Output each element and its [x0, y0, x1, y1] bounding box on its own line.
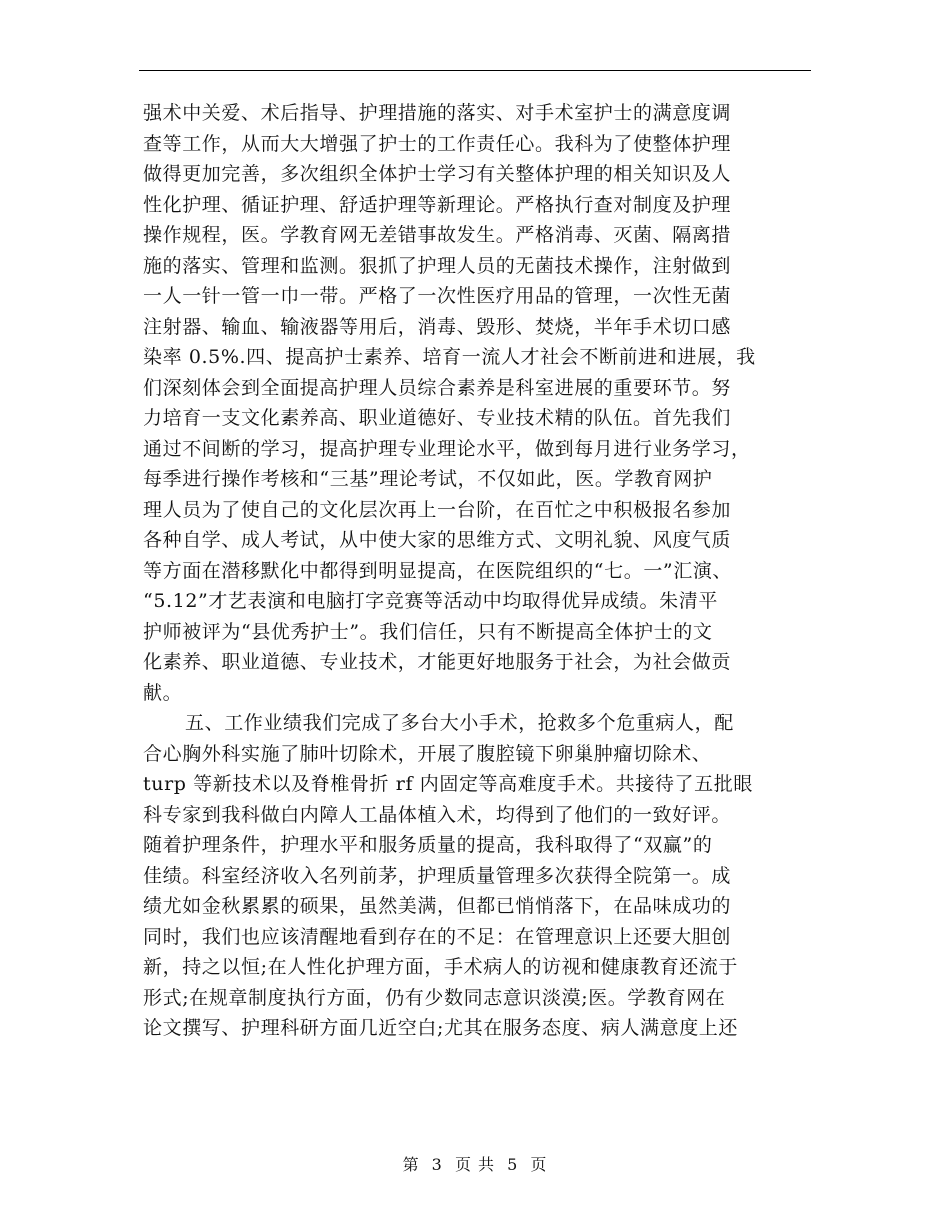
text-line: 形式;在规章制度执行方面，仍有少数同志意识淡漠;医。学教育网在: [143, 986, 726, 1009]
paragraph-2: [143, 708, 811, 1044]
text-line: 一人一针一管一巾一带。严格了一次性医疗用品的管理，一次性无菌: [143, 285, 732, 307]
text-line: 染率 0.5%.四、提高护士素养、培育一流人才社会不断前进和进展，我: [143, 346, 756, 368]
header-rule: [139, 70, 811, 71]
text-line: turp 等新技术以及脊椎骨折 rf 内固定等高难度手术。共接待了五批眼: [143, 773, 753, 795]
text-line: 随着护理条件，护理水平和服务质量的提高，我科取得了“双赢”的: [143, 834, 713, 856]
text-line: 佳绩。科室经济收入名列前茅，护理质量管理多次获得全院第一。成: [143, 864, 732, 887]
text-line: 施的落实、管理和监测。狠抓了护理人员的无菌技术操作，注射做到: [143, 254, 732, 277]
text-line: 查等工作，从而大大增强了护士的工作责任心。我科为了使整体护理: [143, 132, 732, 155]
footer-suffix: 页: [530, 1155, 548, 1174]
text-line: 强术中关爱、术后指导、护理措施的落实、对手术室护士的满意度调: [143, 102, 732, 124]
current-page-number: 3: [431, 1155, 443, 1174]
text-line: 做得更加完善，多次组织全体护士学习有关整体护理的相关知识及人: [143, 163, 732, 185]
text-line: 献。: [143, 681, 183, 704]
text-line: 力培育一支文化素养高、职业道德好、专业技术精的队伍。首先我们: [143, 407, 732, 429]
page-number-footer: [0, 1152, 950, 1175]
document-body: [143, 98, 811, 1044]
text-line: 通过不间断的学习，提高护理专业理论水平，做到每月进行业务学习，: [143, 437, 751, 460]
text-line: 科专家到我科做白内障人工晶体植入术，均得到了他们的一致好评。: [143, 803, 732, 826]
text-line: 理人员为了使自己的文化层次再上一台阶，在百忙之中积极报名参加: [143, 498, 732, 521]
total-pages: 5: [507, 1155, 519, 1174]
text-line: 同时，我们也应该清醒地看到存在的不足：在管理意识上还要大胆创: [143, 925, 732, 948]
text-line: 操作规程，医。学教育网无差错事故发生。严格消毒、灭菌、隔离措: [143, 224, 732, 246]
text-line: 绩尤如金秋累累的硕果，虽然美满，但都已悄悄落下，在品味成功的: [143, 895, 732, 917]
text-line: 化素养、职业道德、专业技术，才能更好地服务于社会，为社会做贡: [143, 651, 732, 673]
text-line: 注射器、输血、输液器等用后，消毒、毁形、焚烧，半年手术切口感: [143, 315, 732, 338]
footer-middle: 页 共: [454, 1155, 496, 1174]
footer-prefix: 第: [402, 1155, 420, 1174]
text-line: 护师被评为“县优秀护士”。我们信任，只有不断提高全体护士的文: [143, 620, 713, 643]
text-line: 五、工作业绩我们完成了多台大小手术，抢救多个危重病人，配: [185, 712, 734, 734]
text-line: 等方面在潜移默化中都得到明显提高，在医院组织的“七。一”汇演、: [143, 559, 733, 582]
text-line: 每季进行操作考核和“三基”理论考试，不仅如此，医。学教育网护: [143, 468, 713, 490]
text-line: 合心胸外科实施了肺叶切除术，开展了腹腔镜下卵巢肿瘤切除术、: [143, 742, 712, 765]
text-line: 性化护理、循证护理、舒适护理等新理论。严格执行查对制度及护理: [143, 193, 732, 216]
text-line: 新，持之以恒;在人性化护理方面，手术病人的访视和健康教育还流于: [143, 956, 739, 978]
text-line: 各种自学、成人考试，从中使大家的思维方式、文明礼貌、风度气质: [143, 529, 732, 551]
text-line: 论文撰写、护理科研方面几近空白;尤其在服务态度、病人满意度上还: [143, 1017, 739, 1039]
text-line: “5.12”才艺表演和电脑打字竞赛等活动中均取得优异成绩。朱清平: [143, 590, 718, 612]
text-line: 们深刻体会到全面提高护理人员综合素养是科室进展的重要环节。努: [143, 376, 732, 399]
paragraph-1: [143, 98, 811, 708]
